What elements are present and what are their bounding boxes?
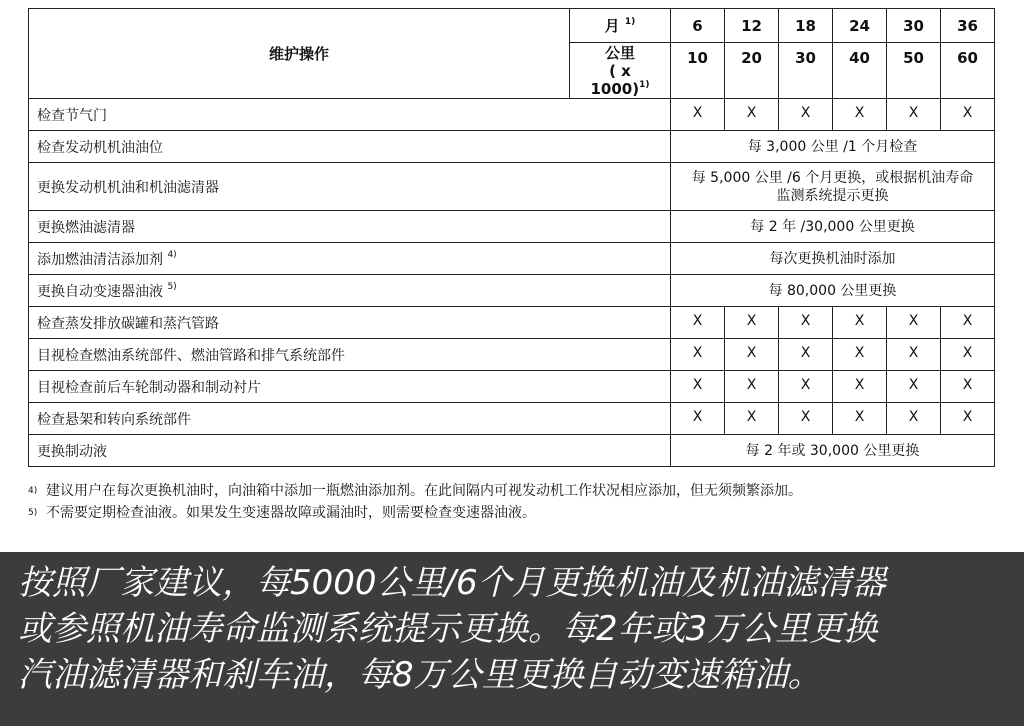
check-mark-cell: X [887,339,941,371]
check-mark-cell: X [833,403,887,435]
operation-cell [29,99,671,131]
interval-note-cell: 每次更换机油时添加 [671,243,995,275]
operation-cell [29,131,671,163]
operation-label: 更换燃油滤清器 [37,219,135,236]
check-mark-cell: X [671,403,725,435]
table-row [29,275,995,307]
caption-line-1: 按照厂家建议，每5000公里/6个月更换机油及机油滤清器 [18,563,886,603]
check-mark-cell: X [725,307,779,339]
operation-label: 检查悬架和转向系统部件 [37,411,191,428]
footnote-5-mark: 5) [28,508,38,518]
month-24-header: 24 [833,9,887,43]
footnotes [28,482,988,526]
operation-footnote-ref: 5) [167,281,177,292]
operation-header-label: 维护操作 [268,45,329,63]
check-mark-cell: X [887,307,941,339]
summary-caption-banner [0,552,1024,726]
km-10-header: 10 [671,43,725,99]
km-label-line1: 公里 [604,43,635,62]
km-footnote-ref: 1) [639,79,650,90]
table-row [29,163,995,211]
check-mark-cell: X [671,371,725,403]
month-30-header: 30 [887,9,941,43]
operation-label: 添加燃油清洁添加剂 [37,251,163,268]
interval-note-cell: 每 2 年或 30,000 公里更换 [671,435,995,467]
operation-footnote-ref: 4) [167,249,177,260]
check-mark-cell: X [941,403,995,435]
month-12-header: 12 [725,9,779,43]
operation-cell [29,243,671,275]
operation-cell [29,163,671,211]
check-mark-cell: X [941,339,995,371]
check-mark-cell: X [833,307,887,339]
month-36-header: 36 [941,9,995,43]
check-mark-cell: X [725,99,779,131]
maintenance-schedule-table [28,8,995,467]
footnote-4-text: 建议用户在每次更换机油时，向油箱中添加一瓶燃油添加剂。在此间隔内可视发动机工作状况相应添加，但无须频繁添加。 [46,483,802,499]
check-mark-cell: X [833,371,887,403]
footnote-4 [28,482,988,500]
check-mark-cell: X [941,99,995,131]
month-6-header: 6 [671,9,725,43]
table-row [29,131,995,163]
operation-label: 更换自动变速器油液 [37,283,163,300]
check-mark-cell: X [779,99,833,131]
check-mark-cell: X [725,371,779,403]
table-row [29,371,995,403]
months-unit-header [570,9,671,43]
check-mark-cell: X [887,403,941,435]
check-mark-cell: X [833,339,887,371]
caption-line-3: 汽油滤清器和刹车油，每8万公里更换自动变速箱油。 [18,655,822,695]
operation-label: 更换制动液 [37,443,107,460]
caption-line-2: 或参照机油寿命监测系统提示更换。每2年或3万公里更换 [18,609,878,649]
table-row [29,339,995,371]
check-mark-cell: X [725,403,779,435]
km-unit-header [570,43,671,99]
interval-note-cell: 每 5,000 公里 /6 个月更换，或根据机油寿命监测系统提示更换 [671,163,995,211]
km-20-header: 20 [725,43,779,99]
operation-label: 检查节气门 [37,107,107,124]
footnote-4-mark: 4) [28,486,38,496]
header-row-months [29,9,995,43]
table-row [29,435,995,467]
check-mark-cell: X [941,307,995,339]
interval-note-cell: 每 3,000 公里 /1 个月检查 [671,131,995,163]
operation-label: 目视检查燃油系统部件、燃油管路和排气系统部件 [37,347,345,364]
table-row [29,403,995,435]
table-row [29,99,995,131]
km-40-header: 40 [833,43,887,99]
operation-cell [29,211,671,243]
check-mark-cell: X [671,99,725,131]
operation-label: 检查发动机机油油位 [37,139,163,156]
operation-cell [29,435,671,467]
check-mark-cell: X [887,99,941,131]
months-footnote-ref: 1) [624,16,636,27]
km-60-header: 60 [941,43,995,99]
operation-label: 检查蒸发排放碳罐和蒸汽管路 [37,315,219,332]
check-mark-cell: X [887,371,941,403]
operation-cell [29,307,671,339]
check-mark-cell: X [779,339,833,371]
operation-column-header [29,9,570,99]
operation-cell [29,371,671,403]
check-mark-cell: X [941,371,995,403]
footnote-5-text: 不需要定期检查油液。如果发生变速器故障或漏油时，则需要检查变速器油液。 [46,505,536,521]
table-body [29,9,995,467]
months-label: 月 [604,16,620,35]
table-row [29,307,995,339]
km-30-header: 30 [779,43,833,99]
check-mark-cell: X [779,307,833,339]
km-label-line2: ( x 1000) [590,61,640,98]
check-mark-cell: X [779,371,833,403]
interval-note-cell: 每 2 年 /30,000 公里更换 [671,211,995,243]
footnote-5 [28,504,988,522]
operation-label: 目视检查前后车轮制动器和制动衬片 [37,379,261,396]
check-mark-cell: X [671,339,725,371]
table-row [29,243,995,275]
operation-cell [29,403,671,435]
operation-label: 更换发动机机油和机油滤清器 [37,179,219,196]
operation-cell [29,339,671,371]
check-mark-cell: X [725,339,779,371]
month-18-header: 18 [779,9,833,43]
check-mark-cell: X [671,307,725,339]
interval-note-cell: 每 80,000 公里更换 [671,275,995,307]
table-row [29,211,995,243]
check-mark-cell: X [833,99,887,131]
operation-cell [29,275,671,307]
km-50-header: 50 [887,43,941,99]
check-mark-cell: X [779,403,833,435]
